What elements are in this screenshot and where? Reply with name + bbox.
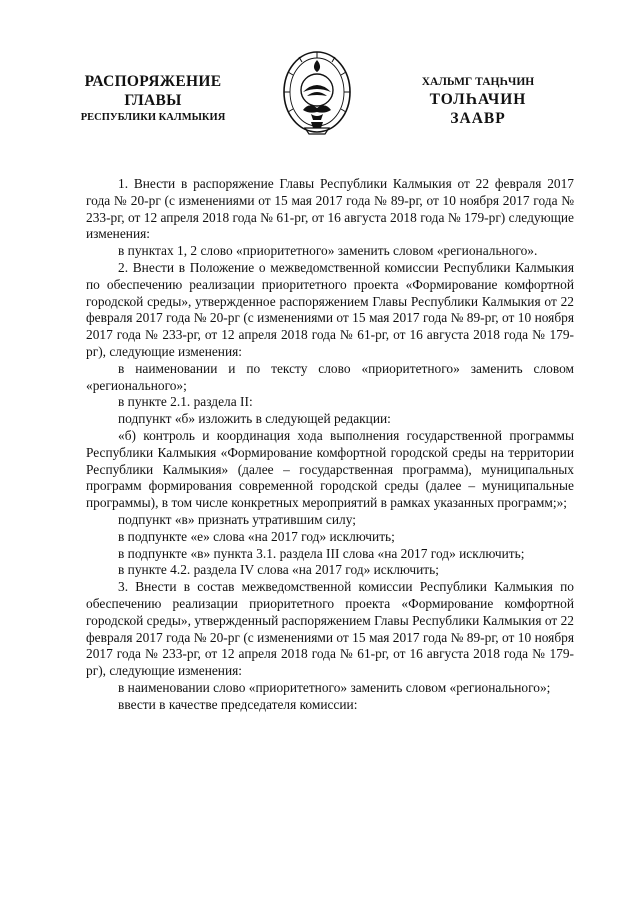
header-right-title-1: ХАЛЬМГ ТАҢҺЧИН (421, 76, 535, 88)
paragraph-1-item: в пунктах 1, 2 слово «приоритетного» заменить словом «регионального». (118, 243, 538, 259)
paragraph-3: 3. Внести в состав межведомственной комиссии Республики Калмыкия по обеспечению реализации приоритетного проекта «Формирование комфортной городской среды», утвержденный распоряжением Главы Республики Калмыкия от 22 февраля 2017 года № 20-рг (с изменениями от 15 мая 2017 года № 89-рг, от 10 ноября 2017 года № 233-рг, от 12 апреля 2018 года № 61-рг, от 16 августа 2018 года № 179-рг), следующие изменения: (86, 579, 574, 679)
paragraph-3-item-1: в наименовании слово «приоритетного» заменить словом «регионального»; (118, 679, 551, 695)
paragraph-1: 1. Внести в распоряжение Главы Республики Калмыкия от 22 февраля 2017 года № 20-рг (с изменениями от 15 мая 2017 года № 89-рг, от 10 ноября 2017 года № 233-рг, от 12 апреля 2018 года № 61-рг, от 16 августа 2018 года № 179-рг) следующие изменения: (86, 176, 574, 242)
document-body (86, 176, 574, 714)
paragraph-2-quote: «б) контроль и координация хода выполнения государственной программы Республики Калмыкия «Формирование комфортной городской среды на территории Республики Калмыкия» (далее – государственная программа), муниципальных программ формирования современной городской среды (далее – муниципальные программы), в том числе конкретных мероприятий в рамках указанных программ;»; (86, 427, 574, 511)
header-right (398, 74, 558, 128)
header-right-title-2: ТОЛҺАЧИН (429, 91, 527, 108)
header-left-subtitle: РЕСПУБЛИКИ КАЛМЫКИЯ (80, 112, 226, 123)
paragraph-2-item-3: подпункт «б» изложить в следующей редакции: (118, 411, 391, 427)
paragraph-2: 2. Внести в Положение о межведомственной комиссии Республики Калмыкия по обеспечению реализации приоритетного проекта «Формирование комфортной городской среды», утвержденное распоряжением Главы Республики Калмыкия от 22 февраля 2017 года № 20-рг (с изменениями от 15 мая 2017 года № 89-рг, от 10 ноября 2017 года № 233-рг, от 12 апреля 2018 года № 61-рг, от 16 августа 2018 года № 179-рг), следующие изменения: (86, 259, 574, 359)
paragraph-2-item-1: в наименовании и по тексту слово «приоритетного» заменить словом «регионального»; (86, 360, 574, 393)
paragraph-2-item-2: в пункте 2.1. раздела II: (118, 394, 253, 410)
paragraph-3-item-2: ввести в качестве председателя комиссии: (118, 696, 358, 712)
paragraph-2-item-6: в подпункте «в» пункта 3.1. раздела III слова «на 2017 год» исключить; (118, 545, 525, 561)
header-left-title-1: РАСПОРЯЖЕНИЕ (84, 73, 222, 90)
header-left-title-2: ГЛАВЫ (124, 92, 182, 109)
coat-of-arms-icon (281, 48, 353, 140)
header-right-title-3: ЗААВР (450, 110, 506, 127)
paragraph-2-item-4: подпункт «в» признать утратившим силу; (118, 511, 356, 527)
header-left (62, 72, 244, 126)
paragraph-2-item-5: в подпункте «е» слова «на 2017 год» исключить; (118, 528, 395, 544)
paragraph-2-item-7: в пункте 4.2. раздела IV слова «на 2017 год» исключить; (118, 562, 439, 578)
